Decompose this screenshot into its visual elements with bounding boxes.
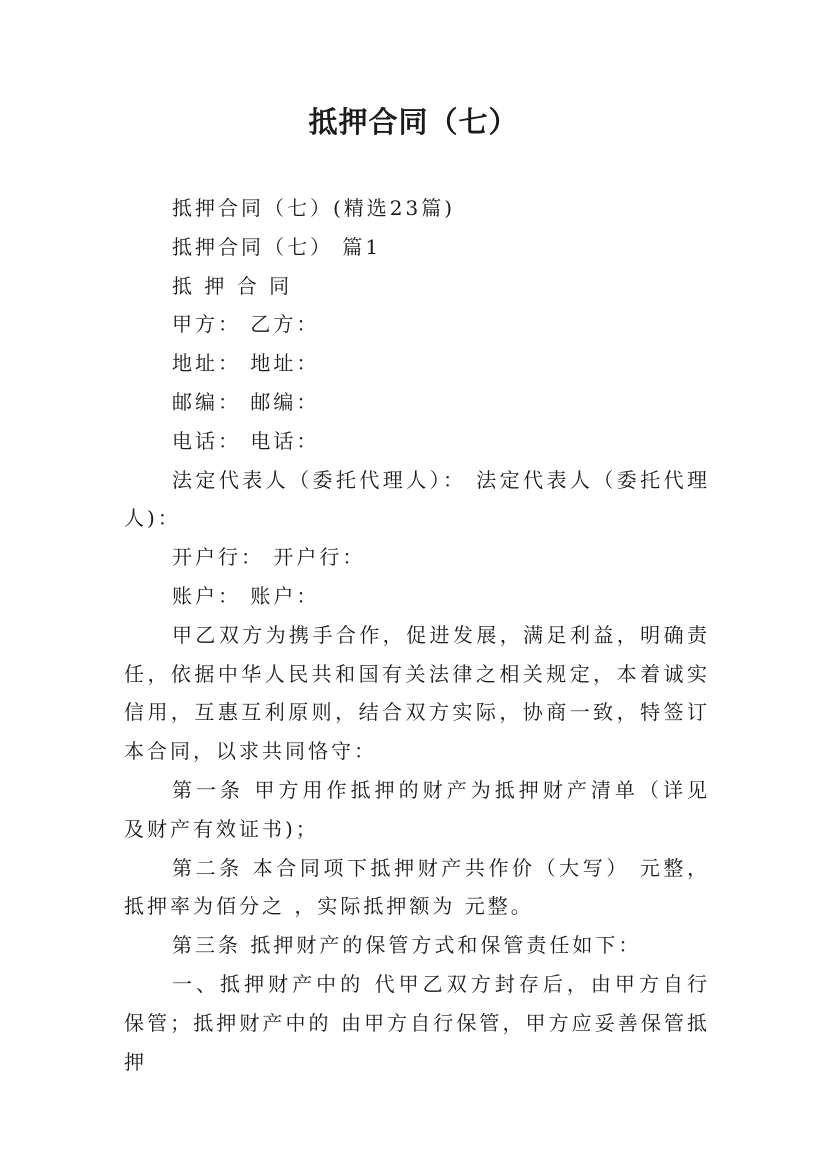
document-body xyxy=(124,189,710,1081)
paragraph-preamble: 甲乙双方为携手合作，促进发展，满足利益，明确责任，依据中华人民共和国有关法律之相关规定，本着诚实信用，互惠互利原则，结合双方实际，协商一致，特签订本合同，以求共同恪守： xyxy=(124,622,710,764)
paragraph-article-1: 第一条 甲方用作抵押的财产为抵押财产清单（详见及财产有效证书)； xyxy=(124,777,710,841)
paragraph-address: 地址： 地址： xyxy=(172,351,320,376)
paragraph-bank: 开户行： 开户行： xyxy=(172,545,366,570)
paragraph-account: 账户： 账户： xyxy=(172,583,320,608)
document-title: 抵押合同（七） xyxy=(308,105,519,139)
paragraph-postcode: 邮编： 邮编： xyxy=(172,389,320,414)
paragraph-subtitle: 抵押合同（七）(精选23篇) xyxy=(172,196,456,220)
paragraph-legal-representative: 法定代表人（委托代理人）： 法定代表人（委托代理人)： xyxy=(124,467,710,531)
paragraph-article-2: 第二条 本合同项下抵押财产共作价（大写） 元整，抵押率为佰分之 ，实际抵押额为 元整。 xyxy=(124,855,710,919)
paragraph-article-3-item-1: 一、抵押财产中的 代甲乙双方封存后，由甲方自行保管；抵押财产中的 由甲方自行保管，甲方应妥善保管抵押 xyxy=(124,971,710,1074)
paragraph-parties: 甲方： 乙方： xyxy=(172,312,320,337)
paragraph-phone: 电话： 电话： xyxy=(172,428,320,453)
paragraph-article-3: 第三条 抵押财产的保管方式和保管责任如下： xyxy=(172,933,642,958)
paragraph-section-heading: 抵押合同（七） 篇1 xyxy=(172,234,382,259)
paragraph-contract-heading: 抵 押 合 同 xyxy=(172,273,293,298)
